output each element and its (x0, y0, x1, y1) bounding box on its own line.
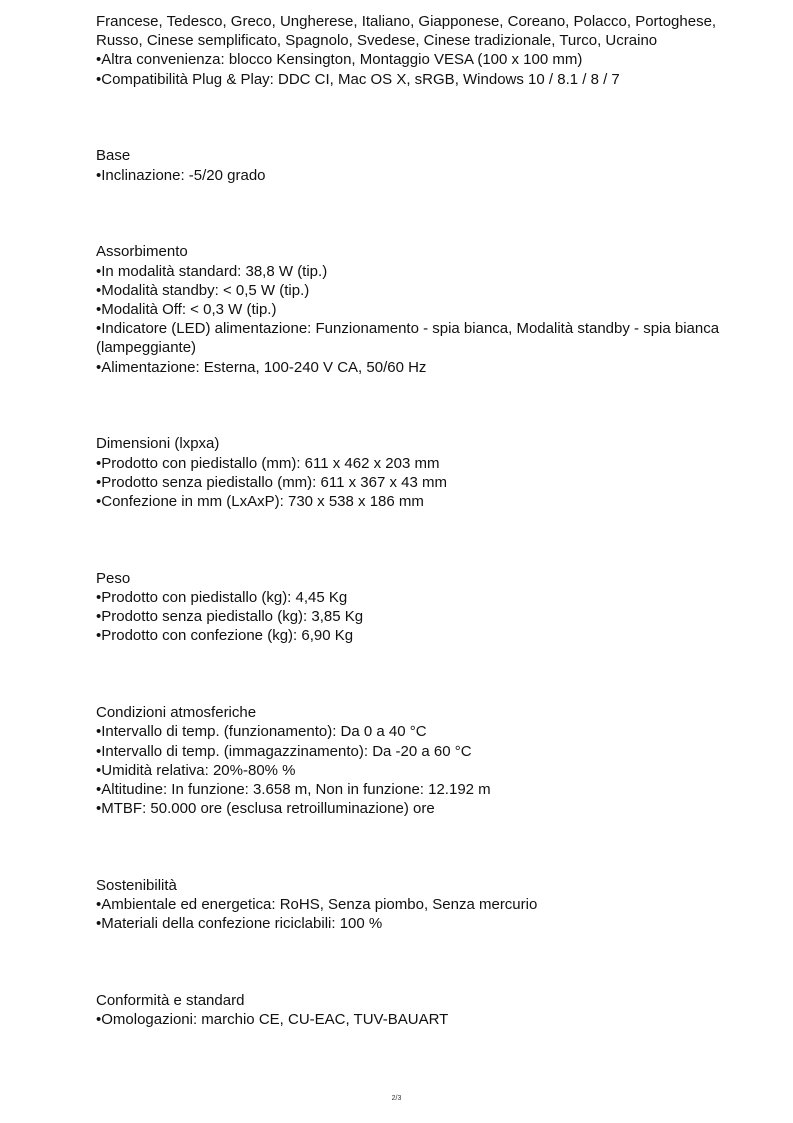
spec-item: •Ambientale ed energetica: RoHS, Senza piombo, Senza mercurio (96, 896, 538, 914)
section-condizioni-atmosferiche (96, 703, 736, 818)
spec-item: •Inclinazione: -5/20 grado (96, 166, 266, 184)
spec-item: •Altitudine: In funzione: 3.658 m, Non in funzione: 12.192 m (96, 781, 491, 799)
spec-item: •Umidità relativa: 20%-80% % (96, 761, 296, 779)
page-number: 2/3 (391, 1095, 402, 1102)
spec-item: •Prodotto senza piedistallo (mm): 611 x 367 x 43 mm (96, 473, 447, 491)
spec-item: •MTBF: 50.000 ore (esclusa retroilluminazione) ore (96, 800, 435, 818)
spec-item: •Altra convenienza: blocco Kensington, Montaggio VESA (100 x 100 mm) (96, 51, 583, 69)
spec-item: •Confezione in mm (LxAxP): 730 x 538 x 186 mm (96, 493, 424, 511)
section-title: Peso (96, 569, 131, 587)
spec-item: •Alimentazione: Esterna, 100-240 V CA, 50/60 Hz (96, 358, 427, 376)
spec-item: •Intervallo di temp. (funzionamento): Da 0 a 40 °C (96, 723, 427, 741)
spec-item: •Prodotto senza piedistallo (kg): 3,85 Kg (96, 608, 364, 626)
spec-item: •In modalità standard: 38,8 W (tip.) (96, 262, 328, 280)
section-dimensioni (96, 434, 736, 511)
section-sostenibilita (96, 876, 736, 934)
section-peso (96, 569, 736, 646)
section-title: Condizioni atmosferiche (96, 704, 257, 722)
spec-item: •Omologazioni: marchio CE, CU-EAC, TUV-BAUART (96, 1011, 449, 1029)
section-title: Conformità e standard (96, 992, 245, 1010)
spec-item: •Prodotto con piedistallo (mm): 611 x 462 x 203 mm (96, 454, 440, 472)
spec-item: •Prodotto con piedistallo (kg): 4,45 Kg (96, 589, 348, 607)
section-title: Sostenibilità (96, 877, 177, 895)
intro-block (96, 12, 736, 89)
spec-item: •Indicatore (LED) alimentazione: Funzionamento - spia bianca, Modalità standby - spia bianca (lampeggiante) (96, 320, 720, 357)
section-title: Base (96, 147, 131, 165)
section-conformita (96, 991, 736, 1029)
section-title: Assorbimento (96, 243, 188, 261)
spec-item: •Modalità Off: < 0,3 W (tip.) (96, 301, 277, 319)
document-body (96, 12, 736, 1030)
spec-item: •Compatibilità Plug & Play: DDC CI, Mac OS X, sRGB, Windows 10 / 8.1 / 8 / 7 (96, 70, 620, 88)
spec-item: •Prodotto con confezione (kg): 6,90 Kg (96, 627, 354, 645)
section-base (96, 146, 736, 184)
spec-item: •Modalità standby: < 0,5 W (tip.) (96, 281, 310, 299)
language-list-continuation: Francese, Tedesco, Greco, Ungherese, Italiano, Giapponese, Coreano, Polacco, Portoghese, Russo, Cinese semplificato, Spagnolo, Svedese, Cinese tradizionale, Turco, Ucraino (96, 13, 717, 50)
section-assorbimento (96, 242, 736, 376)
section-title: Dimensioni (lxpxa) (96, 435, 220, 453)
spec-item: •Materiali della confezione riciclabili: 100 % (96, 915, 383, 933)
spec-item: •Intervallo di temp. (immagazzinamento): Da -20 a 60 °C (96, 742, 472, 760)
